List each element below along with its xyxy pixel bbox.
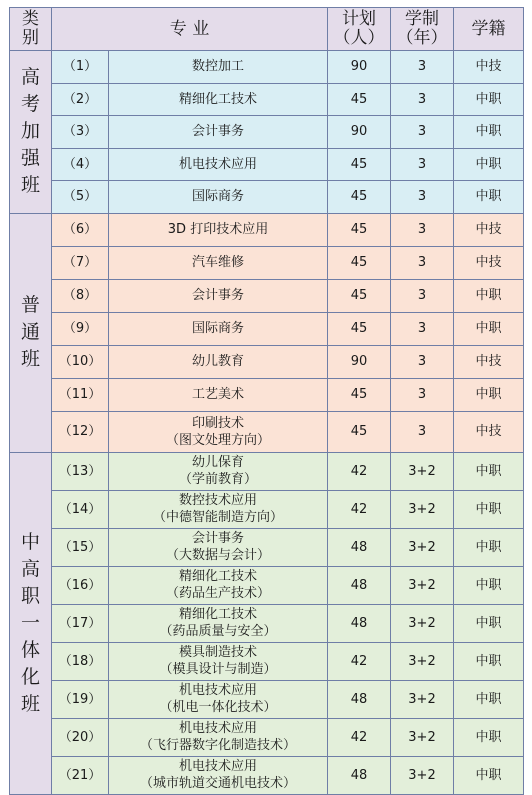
row-number: （16） [52, 566, 109, 604]
table-row [10, 378, 524, 411]
category-char: 班 [20, 174, 40, 197]
major-cell [109, 83, 328, 116]
table-row [10, 452, 524, 490]
category-cell [10, 213, 52, 452]
major-direction: （中德智能制造方向） [152, 510, 283, 525]
plan-cell: 48 [328, 566, 391, 604]
row-number: （15） [52, 528, 109, 566]
major-name: 机电技术应用 [178, 156, 257, 172]
major-name: 精细化工技术 [178, 607, 257, 622]
plan-cell: 45 [328, 279, 391, 312]
row-number: （9） [52, 312, 109, 345]
major-direction: （城市轨道交通机电技术） [139, 776, 296, 791]
row-number: （12） [52, 411, 109, 452]
duration-cell: 3+2 [391, 604, 454, 642]
plan-cell: 45 [328, 378, 391, 411]
row-number: （20） [52, 718, 109, 756]
plan-cell: 48 [328, 756, 391, 794]
major-cell [109, 452, 328, 490]
status-cell: 中职 [454, 452, 524, 490]
major-cell [109, 604, 328, 642]
plan-cell: 90 [328, 51, 391, 84]
row-number: （21） [52, 756, 109, 794]
table-row [10, 51, 524, 84]
major-cell [109, 181, 328, 214]
major-name: 机电技术应用 [178, 683, 257, 698]
major-cell [109, 642, 328, 680]
major-name: 印刷技术 [191, 415, 244, 431]
duration-cell: 3 [391, 213, 454, 246]
major-cell [109, 312, 328, 345]
category-char: 中 [20, 530, 40, 553]
row-number: （8） [52, 279, 109, 312]
category-cell [10, 452, 52, 794]
table-row [10, 345, 524, 378]
row-number: （10） [52, 345, 109, 378]
row-number: （6） [52, 213, 109, 246]
plan-cell: 42 [328, 642, 391, 680]
status-cell: 中职 [454, 490, 524, 528]
header-duration [391, 8, 454, 51]
header-plan-line1: 计划 [342, 9, 376, 29]
major-direction: （大数据与会计） [165, 548, 270, 563]
status-cell: 中职 [454, 528, 524, 566]
duration-cell: 3+2 [391, 680, 454, 718]
major-cell [109, 279, 328, 312]
duration-cell: 3+2 [391, 452, 454, 490]
row-number: （1） [52, 51, 109, 84]
plan-cell: 45 [328, 181, 391, 214]
header-duration-line2: （年） [396, 28, 448, 48]
major-cell [109, 51, 328, 84]
row-number: （13） [52, 452, 109, 490]
row-number: （4） [52, 148, 109, 181]
table-row [10, 718, 524, 756]
status-cell: 中技 [454, 345, 524, 378]
major-name: 汽车维修 [191, 255, 244, 270]
major-direction: （药品生产技术） [165, 586, 270, 601]
major-cell [109, 756, 328, 794]
table-row [10, 642, 524, 680]
table-row [10, 756, 524, 794]
header-status-label: 学籍 [471, 18, 506, 39]
duration-cell: 3+2 [391, 756, 454, 794]
plan-cell: 90 [328, 345, 391, 378]
status-cell: 中技 [454, 411, 524, 452]
table-row [10, 181, 524, 214]
duration-cell: 3 [391, 345, 454, 378]
table-row [10, 566, 524, 604]
category-char: 体 [20, 638, 40, 661]
major-cell [109, 566, 328, 604]
duration-cell: 3 [391, 181, 454, 214]
status-cell: 中职 [454, 642, 524, 680]
major-cell [109, 490, 328, 528]
plan-cell: 45 [328, 312, 391, 345]
major-cell [109, 411, 328, 452]
row-number: （18） [52, 642, 109, 680]
category-char: 一 [20, 611, 40, 634]
status-cell: 中技 [454, 51, 524, 84]
plan-cell: 45 [328, 246, 391, 279]
major-name: 工艺美术 [191, 387, 244, 402]
category-char: 加 [20, 120, 40, 143]
major-name: 幼儿保育 [191, 455, 244, 470]
table-row [10, 312, 524, 345]
plan-cell: 42 [328, 452, 391, 490]
plan-cell: 45 [328, 83, 391, 116]
status-cell: 中职 [454, 312, 524, 345]
status-cell: 中职 [454, 148, 524, 181]
duration-cell: 3 [391, 246, 454, 279]
category-char: 高 [20, 66, 40, 89]
major-direction: （机电一体化技术） [159, 700, 277, 715]
major-name: 幼儿教育 [191, 354, 244, 369]
row-number: （3） [52, 116, 109, 149]
table-row [10, 490, 524, 528]
major-name: 国际商务 [191, 321, 244, 336]
table-row [10, 604, 524, 642]
row-number: （7） [52, 246, 109, 279]
row-number: （11） [52, 378, 109, 411]
major-cell [109, 345, 328, 378]
category-char: 班 [20, 348, 40, 370]
category-char: 普 [20, 294, 40, 316]
major-cell [109, 718, 328, 756]
major-cell [109, 213, 328, 246]
major-name: 精细化工技术 [178, 91, 257, 107]
major-direction: （药品质量与安全） [159, 624, 277, 639]
status-cell: 中职 [454, 378, 524, 411]
header-status [454, 8, 524, 51]
table-row [10, 528, 524, 566]
duration-cell: 3 [391, 411, 454, 452]
status-cell: 中职 [454, 116, 524, 149]
major-name: 会计事务 [191, 288, 244, 303]
major-name: 会计事务 [191, 531, 244, 546]
status-cell: 中职 [454, 680, 524, 718]
status-cell: 中职 [454, 566, 524, 604]
major-name: 机电技术应用 [178, 721, 257, 736]
duration-cell: 3 [391, 148, 454, 181]
major-direction: （飞行器数字化制造技术） [139, 738, 296, 753]
plan-cell: 45 [328, 148, 391, 181]
header-category-line1: 类 [22, 9, 39, 29]
header-major-label: 专 业 [169, 18, 210, 39]
header-plan-line2: （人） [333, 28, 385, 48]
duration-cell: 3 [391, 116, 454, 149]
row-number: （14） [52, 490, 109, 528]
major-cell [109, 116, 328, 149]
plan-cell: 45 [328, 213, 391, 246]
duration-cell: 3 [391, 279, 454, 312]
header-major [52, 8, 328, 51]
plan-cell: 90 [328, 116, 391, 149]
major-name: 会计事务 [191, 124, 244, 140]
major-cell [109, 528, 328, 566]
table-row [10, 116, 524, 149]
status-cell: 中职 [454, 83, 524, 116]
header-plan [328, 8, 391, 51]
status-cell: 中技 [454, 213, 524, 246]
category-char: 化 [20, 665, 40, 688]
row-number: （5） [52, 181, 109, 214]
major-name: 国际商务 [191, 189, 244, 205]
major-cell [109, 246, 328, 279]
major-name: 精细化工技术 [178, 569, 257, 584]
table-row [10, 680, 524, 718]
duration-cell: 3+2 [391, 566, 454, 604]
major-name: 模具制造技术 [178, 645, 257, 660]
duration-cell: 3+2 [391, 718, 454, 756]
table-row [10, 411, 524, 452]
major-direction: （图文处理方向） [165, 432, 270, 448]
major-name: 机电技术应用 [178, 759, 257, 774]
status-cell: 中职 [454, 181, 524, 214]
table-row [10, 213, 524, 246]
plan-cell: 42 [328, 490, 391, 528]
major-direction: （学前教育） [178, 472, 257, 487]
duration-cell: 3 [391, 312, 454, 345]
row-number: （17） [52, 604, 109, 642]
duration-cell: 3 [391, 83, 454, 116]
major-direction: （模具设计与制造） [159, 662, 277, 677]
category-char: 职 [20, 584, 40, 607]
table-row [10, 83, 524, 116]
major-cell [109, 680, 328, 718]
table-row [10, 148, 524, 181]
row-number: （2） [52, 83, 109, 116]
header-category-line2: 别 [22, 28, 39, 48]
category-char: 班 [20, 692, 40, 715]
plan-cell: 48 [328, 528, 391, 566]
category-char: 强 [20, 147, 40, 170]
enrollment-table [9, 7, 524, 795]
table-row [10, 246, 524, 279]
major-name: 3D 打印技术应用 [167, 222, 269, 237]
header-category [10, 8, 52, 51]
header-row [10, 8, 524, 51]
duration-cell: 3+2 [391, 528, 454, 566]
status-cell: 中职 [454, 756, 524, 794]
duration-cell: 3+2 [391, 642, 454, 680]
status-cell: 中职 [454, 718, 524, 756]
plan-cell: 48 [328, 680, 391, 718]
status-cell: 中技 [454, 246, 524, 279]
row-number: （19） [52, 680, 109, 718]
plan-cell: 42 [328, 718, 391, 756]
header-duration-line1: 学制 [405, 9, 439, 29]
table-row [10, 279, 524, 312]
plan-cell: 48 [328, 604, 391, 642]
category-char: 通 [20, 321, 40, 343]
major-name: 数控加工 [191, 59, 244, 75]
status-cell: 中职 [454, 279, 524, 312]
major-name: 数控技术应用 [178, 493, 257, 508]
major-cell [109, 148, 328, 181]
duration-cell: 3+2 [391, 490, 454, 528]
plan-cell: 45 [328, 411, 391, 452]
major-cell [109, 378, 328, 411]
category-char: 考 [20, 93, 40, 116]
status-cell: 中职 [454, 604, 524, 642]
category-char: 高 [20, 557, 40, 580]
duration-cell: 3 [391, 378, 454, 411]
duration-cell: 3 [391, 51, 454, 84]
category-cell [10, 51, 52, 214]
